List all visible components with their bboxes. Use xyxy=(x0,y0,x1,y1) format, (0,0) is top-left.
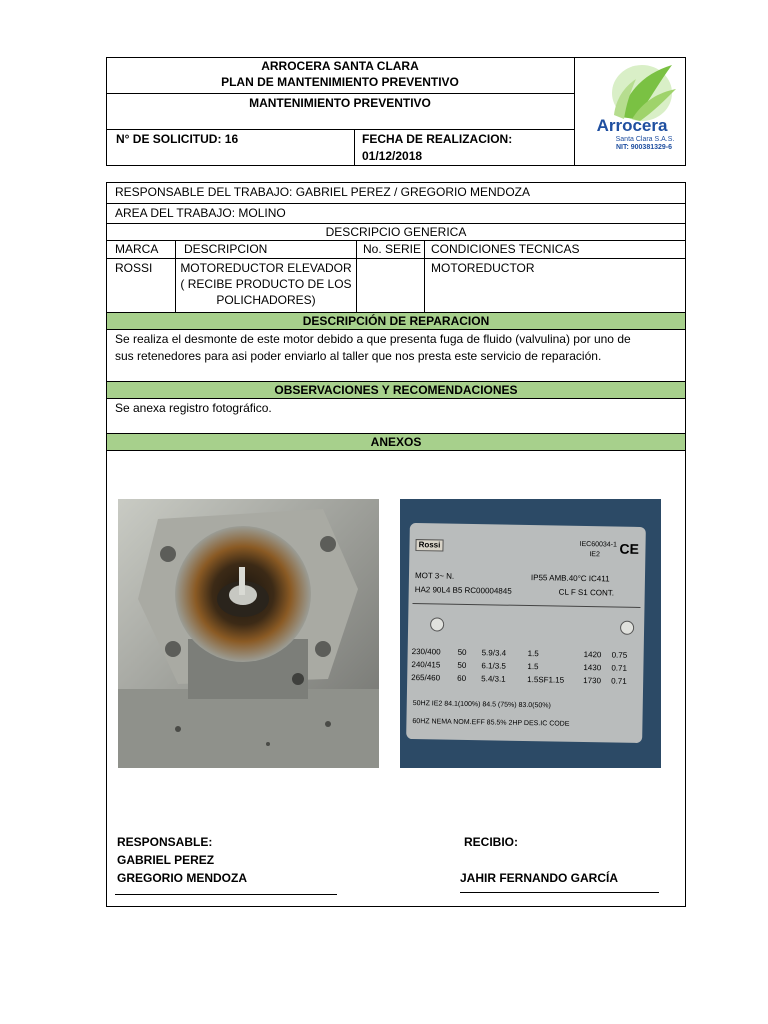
plate-rule xyxy=(412,603,640,608)
responsible-signature-line xyxy=(115,894,337,895)
header-divider xyxy=(574,57,575,166)
col-descripcion xyxy=(176,241,357,258)
plate-cell: 1430 xyxy=(583,663,602,673)
plate-row1: MOT 3~ N. xyxy=(414,571,455,581)
plate-eff2: 60HZ NEMA NOM.EFF 85.5% 2HP DES.IC CODE xyxy=(412,718,570,728)
observations-text-row xyxy=(107,399,685,434)
company-logo xyxy=(576,59,684,163)
annexes-title: ANEXOS xyxy=(370,435,422,449)
plate-cell: 1730 xyxy=(583,676,602,686)
responsible-name: GABRIEL PEREZ xyxy=(117,853,215,867)
subtitle: MANTENIMIENTO PREVENTIVO xyxy=(249,96,431,110)
plate-cell: 1420 xyxy=(583,650,602,660)
observations-title-row xyxy=(107,382,685,399)
responsible-name: GREGORIO MENDOZA xyxy=(117,871,248,885)
repair-line: sus retenedores para asi poder enviarlo al taller que nos presta este servicio de reparación. xyxy=(115,349,602,363)
screw-icon xyxy=(430,617,444,631)
date-label: FECHA DE REALIZACION: xyxy=(362,132,513,146)
condiciones-value: MOTOREDUCTOR xyxy=(431,261,535,275)
cell-marca xyxy=(107,259,176,312)
equipment-row xyxy=(107,259,685,313)
plate-std: IEC60034-1 xyxy=(579,540,617,549)
plate-cell: 1.5SF1.15 xyxy=(527,675,565,685)
plate-table xyxy=(411,645,640,688)
plate-cell: 230/400 xyxy=(411,647,441,657)
nameplate-plate xyxy=(406,523,646,743)
motor-photo xyxy=(118,499,379,768)
plate-row2: HA2 90L4 B5 RC00004845 xyxy=(414,585,512,596)
plate-cell: 6.1/3.5 xyxy=(481,661,506,671)
motor-image xyxy=(118,499,379,768)
col-condiciones-label: CONDICIONES TECNICAS xyxy=(431,242,580,256)
col-marca-label: MARCA xyxy=(115,242,159,256)
repair-line: Se realiza el desmonte de este motor debido a que presenta fuga de fluido (valvulina) por uno de xyxy=(115,332,631,346)
marca-value: ROSSI xyxy=(115,261,153,275)
col-marca xyxy=(107,241,176,258)
logo-subtitle: Santa Clara S.A.S. xyxy=(615,136,675,143)
plate-cell: 50 xyxy=(457,660,467,670)
responsible-row xyxy=(107,183,685,204)
screw-icon xyxy=(620,621,634,635)
plan-title: PLAN DE MANTENIMIENTO PREVENTIVO xyxy=(221,75,459,89)
repair-title-row xyxy=(107,313,685,330)
plate-cell: 265/460 xyxy=(411,673,441,683)
logo-brand: Arrocera xyxy=(596,116,668,135)
annexes-title-row xyxy=(107,434,685,451)
plate-row2b: CL F S1 CONT. xyxy=(558,587,615,598)
plate-cell: 5.4/3.1 xyxy=(481,674,506,684)
logo-nit: NIT: 900381329-6 xyxy=(615,144,673,151)
plate-cell: 240/415 xyxy=(411,660,441,670)
plate-eff1: 50HZ IE2 84.1(100%) 84.5 (75%) 83.0(50%) xyxy=(412,700,551,710)
plate-row1b: IP55 AMB.40°C IC411 xyxy=(530,573,610,584)
descripcion-line: POLICHADORES) xyxy=(216,293,316,307)
plate-cell: 5.9/3.4 xyxy=(481,648,507,658)
plate-ce: CE xyxy=(619,540,640,557)
cell-descripcion xyxy=(176,259,357,312)
plate-cell: 60 xyxy=(457,673,467,683)
header-table xyxy=(106,57,686,166)
received-signature-line xyxy=(460,892,659,893)
col-descripcion-label: DESCRIPCION xyxy=(184,242,268,256)
repair-title: DESCRIPCIÓN DE REPARACION xyxy=(302,314,490,328)
plate-cell: 0.71 xyxy=(611,676,627,686)
col-serie xyxy=(357,241,425,258)
observations-text: Se anexa registro fotográfico. xyxy=(115,401,272,415)
plate-brand: Rossi xyxy=(415,539,443,551)
plate-cell: 50 xyxy=(457,647,467,657)
received-name: JAHIR FERNANDO GARCÍA xyxy=(460,871,619,885)
plate-table-row xyxy=(411,671,639,688)
company-name: ARROCERA SANTA CLARA xyxy=(261,59,419,73)
date-value: 01/12/2018 xyxy=(362,149,423,163)
received-label: RECIBIO: xyxy=(464,835,518,849)
responsible-text: RESPONSABLE DEL TRABAJO: GABRIEL PEREZ / GREGORIO MENDOZA xyxy=(115,185,530,199)
responsible-label: RESPONSABLE: xyxy=(117,835,213,849)
header-rule xyxy=(354,129,355,166)
header-rule xyxy=(106,129,574,130)
plate-cell: 1.5 xyxy=(527,662,539,672)
repair-text-row xyxy=(107,330,685,382)
generic-title: DESCRIPCIO GENERICA xyxy=(325,225,467,239)
area-row xyxy=(107,204,685,224)
observations-title: OBSERVACIONES Y RECOMENDACIONES xyxy=(274,383,518,397)
descripcion-line: ( RECIBE PRODUCTO DE LOS xyxy=(180,277,352,291)
plate-cell: 1.5 xyxy=(527,649,539,659)
request-number: N° DE SOLICITUD: 16 xyxy=(116,132,239,146)
generic-title-row xyxy=(107,224,685,241)
header-rule xyxy=(106,93,574,94)
plate-cell: 0.71 xyxy=(611,663,628,673)
col-serie-label: No. SERIE xyxy=(363,242,422,256)
columns-header-row xyxy=(107,241,685,259)
plate-ie: IE2 xyxy=(589,551,600,559)
descripcion-line: MOTOREDUCTOR ELEVADOR xyxy=(180,261,352,275)
maintenance-form xyxy=(106,182,686,907)
nameplate-photo xyxy=(400,499,661,768)
area-text: AREA DEL TRABAJO: MOLINO xyxy=(115,206,286,220)
plate-cell: 0.75 xyxy=(611,650,628,660)
cell-serie xyxy=(357,259,425,312)
